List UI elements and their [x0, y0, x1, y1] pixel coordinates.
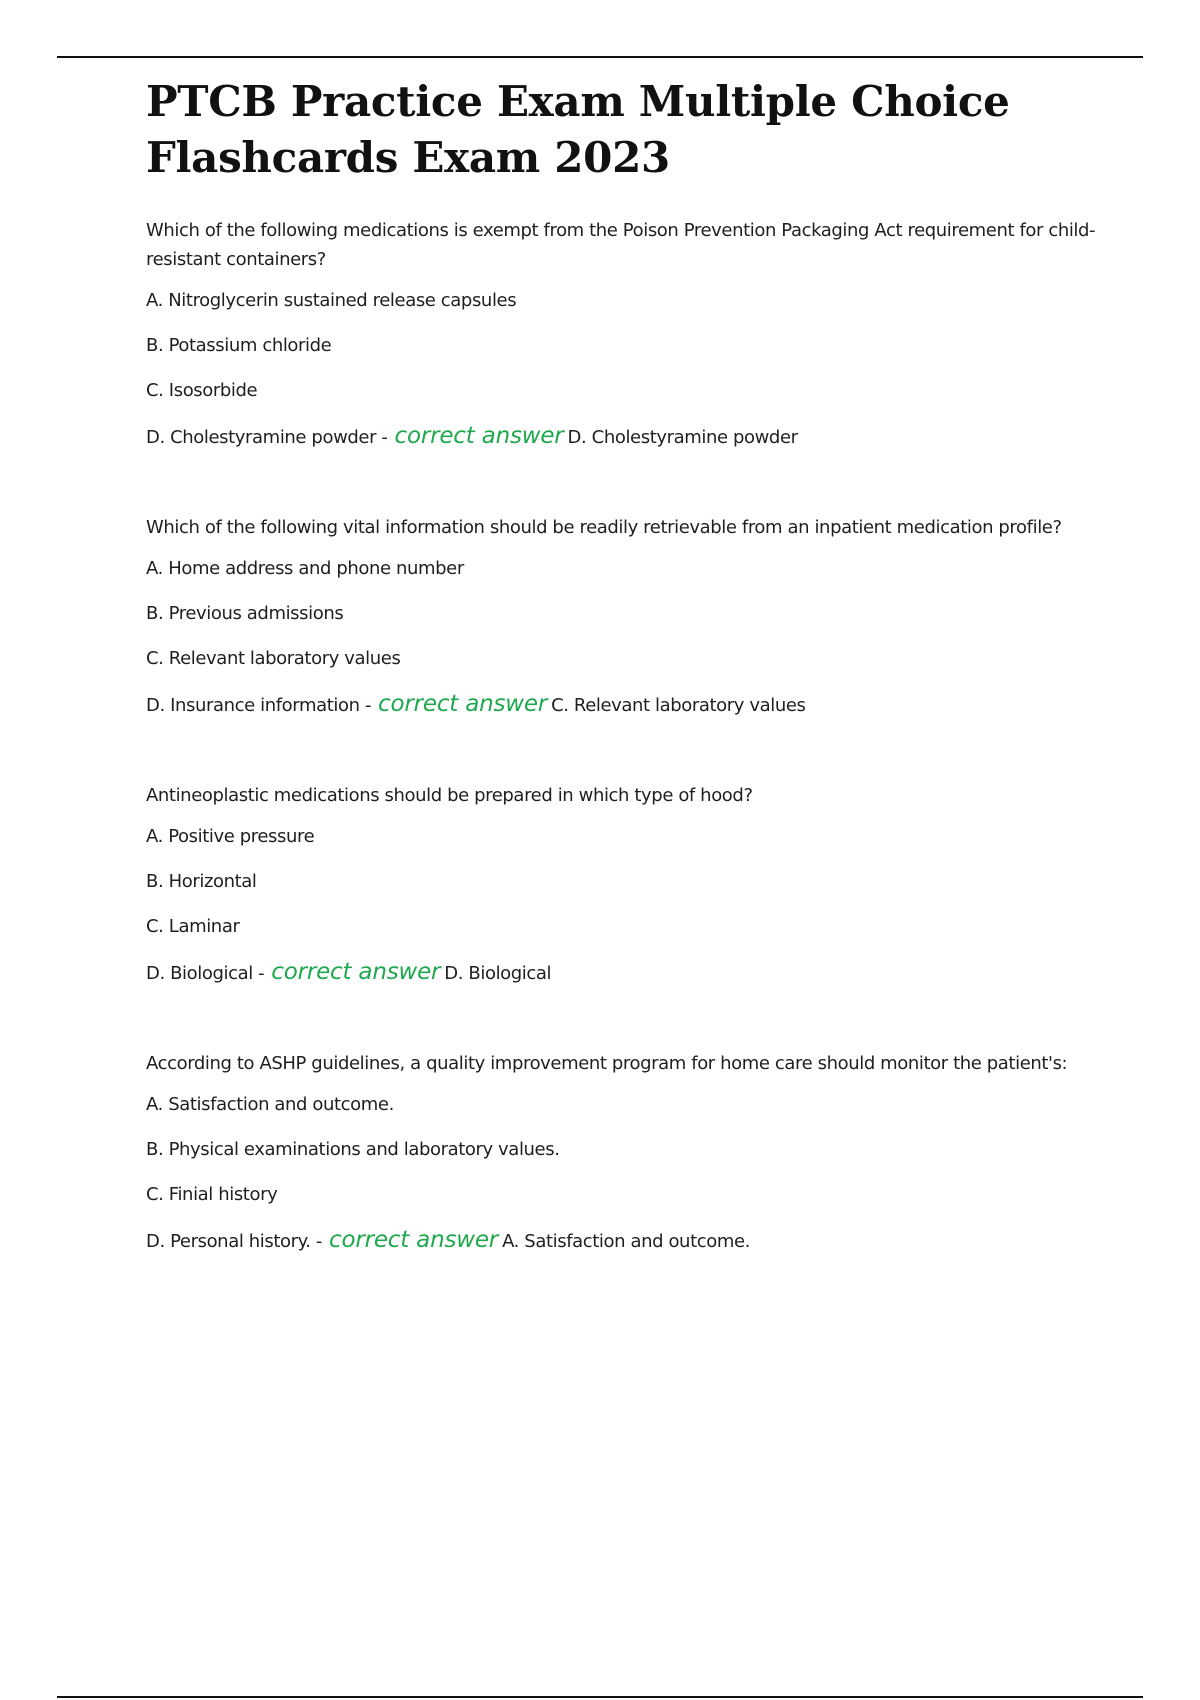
- option-a: A. Satisfaction and outcome.: [146, 1094, 394, 1115]
- question-text: According to ASHP guidelines, a quality improvement program for home care should monitor the patient's:: [146, 1053, 1068, 1074]
- question-text: Which of the following vital information should be readily retrievable from an inpatient medication profile?: [146, 517, 1062, 538]
- document-page: [146, 74, 1096, 1317]
- option-d-with-answer: [146, 692, 1096, 718]
- option-b: B. Physical examinations and laboratory values.: [146, 1139, 560, 1160]
- option-d: D. Personal history. -: [146, 1231, 323, 1252]
- question-3: [146, 781, 1096, 986]
- option-c: C. Finial history: [146, 1184, 278, 1205]
- option-d: D. Insurance information -: [146, 695, 372, 716]
- option-c: C. Isosorbide: [146, 380, 258, 401]
- option-c: C. Laminar: [146, 916, 240, 937]
- document-title: PTCB Practice Exam Multiple Choice Flashcards Exam 2023: [146, 77, 1010, 182]
- option-c: C. Relevant laboratory values: [146, 648, 401, 669]
- correct-answer-label: correct answer: [329, 1227, 499, 1253]
- correct-answer-label: correct answer: [394, 423, 564, 449]
- top-rule: [57, 56, 1143, 58]
- question-text: Antineoplastic medications should be prepared in which type of hood?: [146, 785, 753, 806]
- option-d-with-answer: [146, 1228, 1096, 1254]
- correct-answer-label: correct answer: [271, 959, 441, 985]
- option-a: A. Nitroglycerin sustained release capsules: [146, 290, 517, 311]
- option-d: D. Biological -: [146, 963, 265, 984]
- option-b: B. Horizontal: [146, 871, 257, 892]
- option-d-with-answer: [146, 960, 1096, 986]
- answer-text: A. Satisfaction and outcome.: [502, 1231, 750, 1252]
- question-4: [146, 1049, 1096, 1254]
- answer-text: D. Cholestyramine powder: [567, 427, 798, 448]
- bottom-rule: [57, 1696, 1143, 1698]
- option-b: B. Previous admissions: [146, 603, 344, 624]
- question-1: [146, 216, 1096, 450]
- option-a: A. Home address and phone number: [146, 558, 464, 579]
- answer-text: C. Relevant laboratory values: [551, 695, 806, 716]
- option-a: A. Positive pressure: [146, 826, 315, 847]
- option-d-with-answer: [146, 424, 1096, 450]
- option-b: B. Potassium chloride: [146, 335, 332, 356]
- correct-answer-label: correct answer: [378, 691, 548, 717]
- question-text: Which of the following medications is exempt from the Poison Prevention Packaging Act requirement for child-resistant containers?: [146, 220, 1096, 270]
- answer-text: D. Biological: [444, 963, 552, 984]
- question-2: [146, 513, 1096, 718]
- option-d: D. Cholestyramine powder -: [146, 427, 388, 448]
